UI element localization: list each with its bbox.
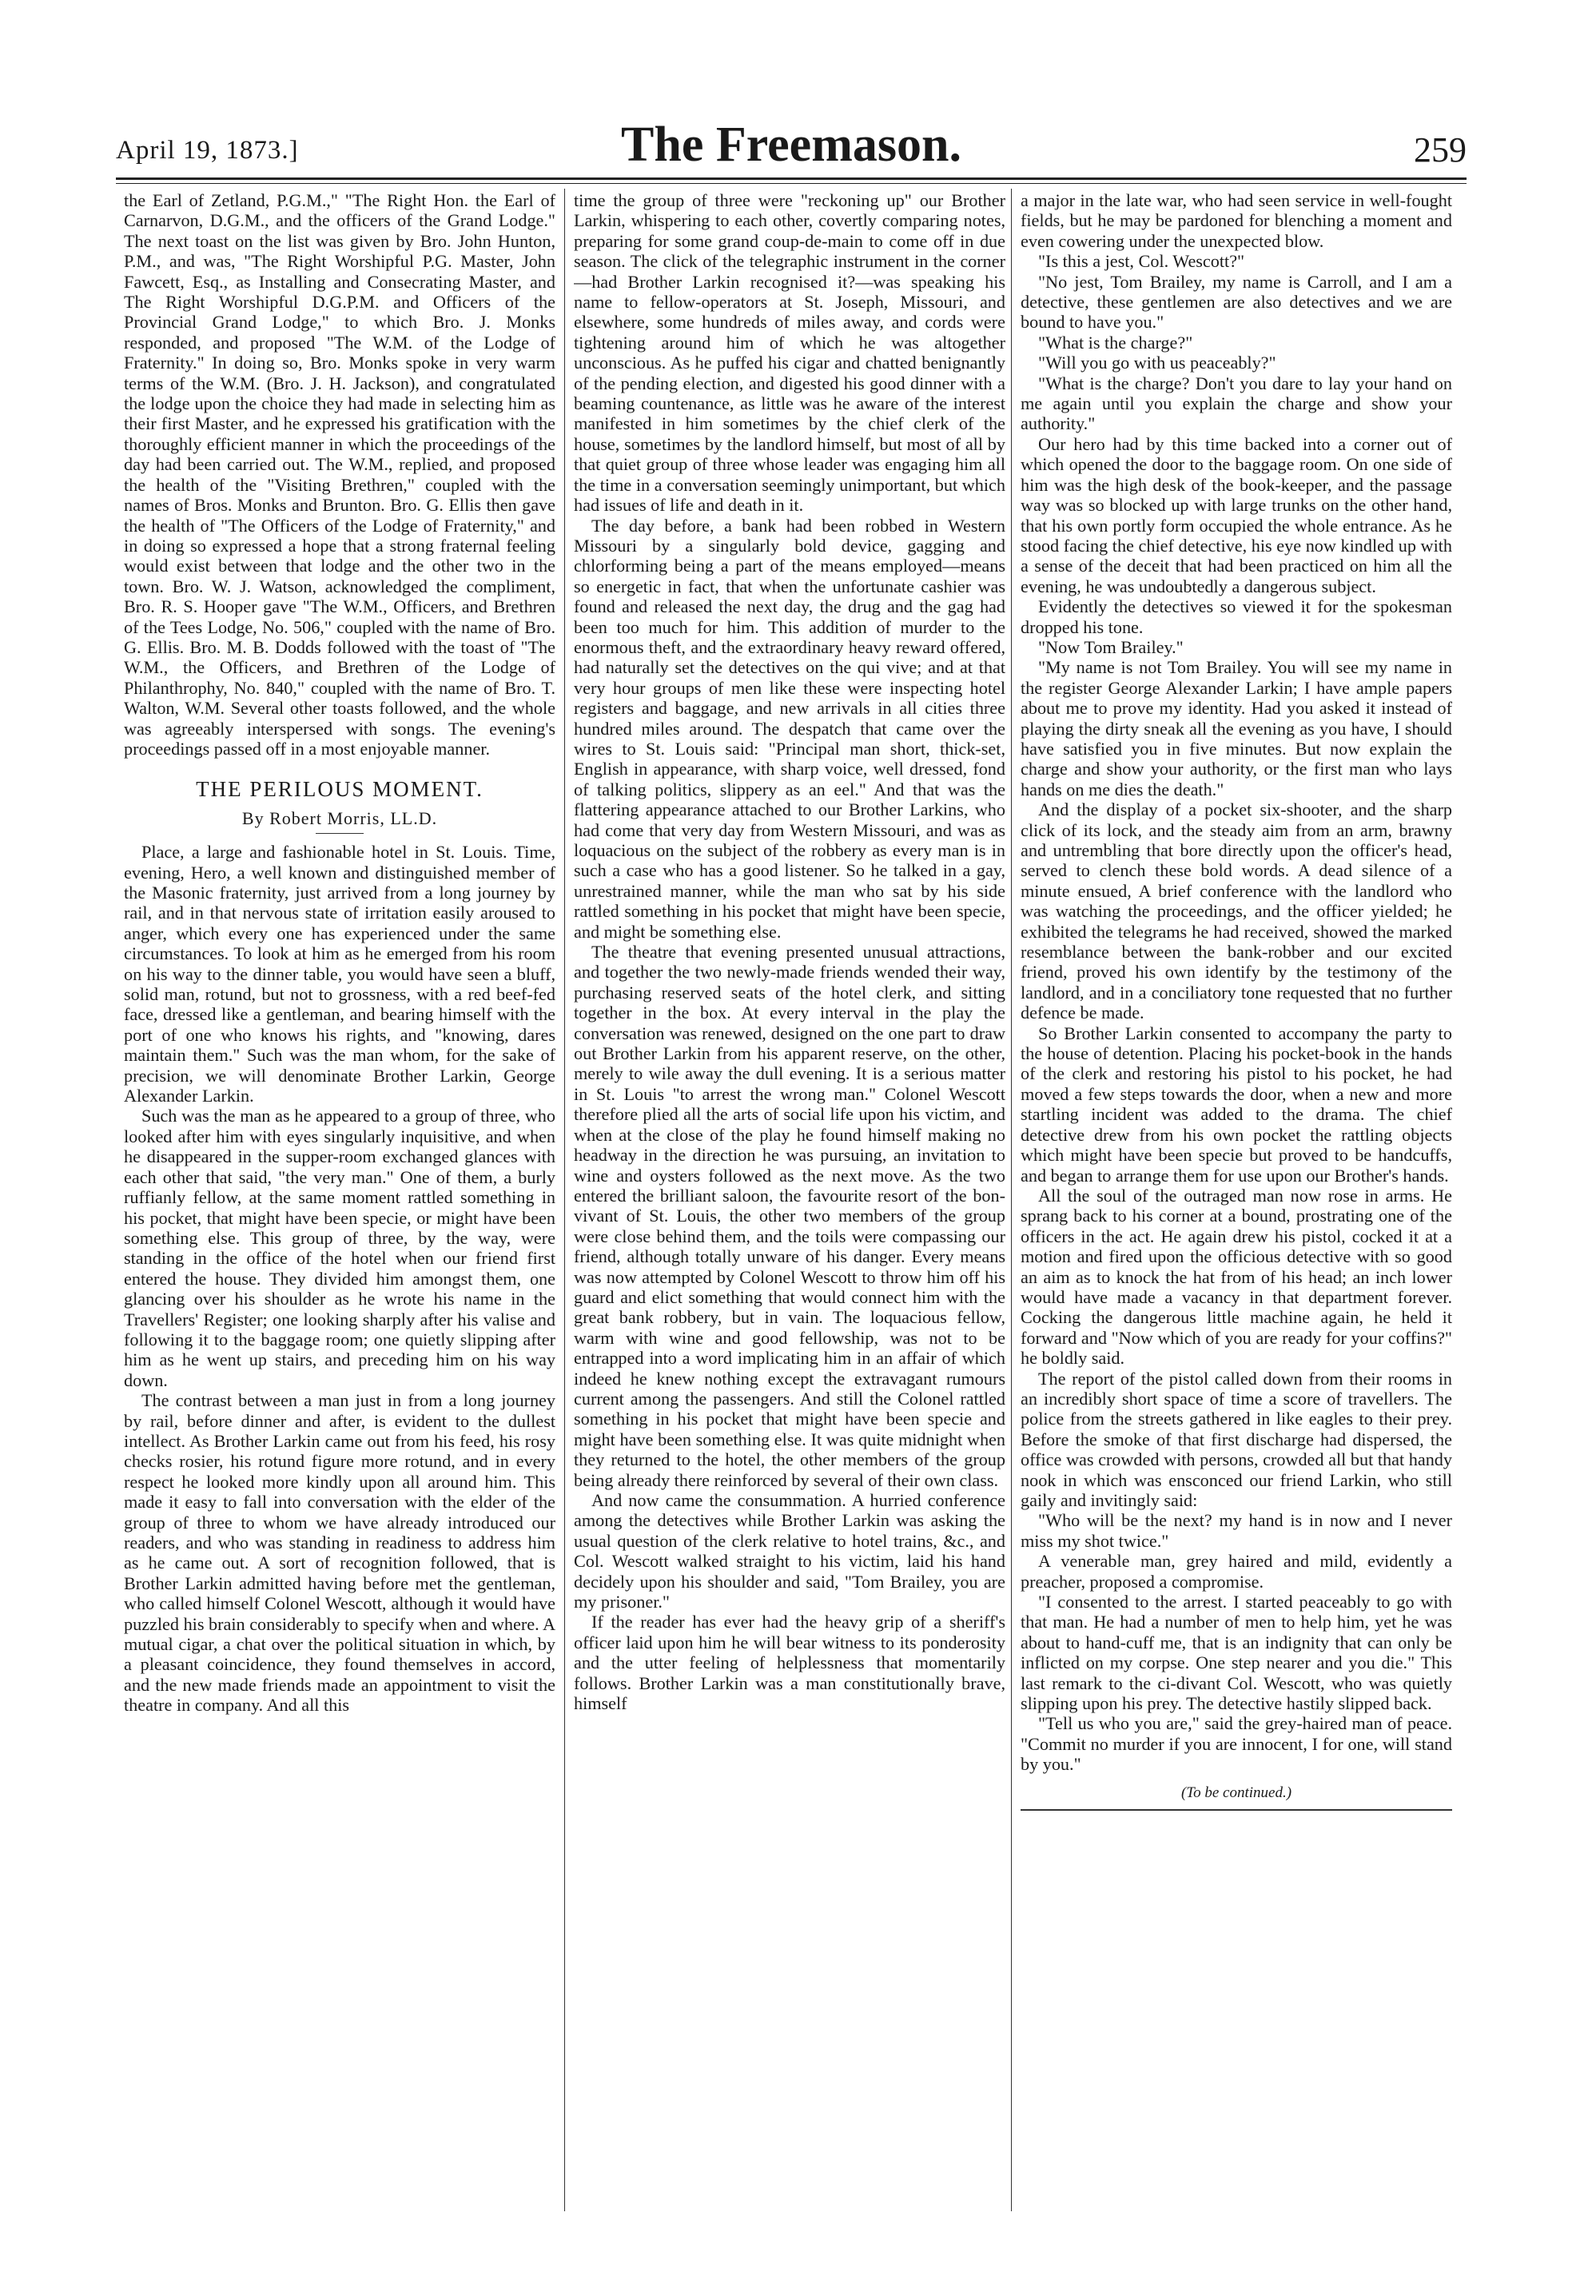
paragraph: If the reader has ever had the heavy grip of a sheriff's officer laid upon him he will bear witness to its ponderosity and the utter feeling of helplessness that momentarily follows. Brother Larkin was a man constitutionally brave, himself <box>574 1612 1005 1714</box>
paragraph: "No jest, Tom Brailey, my name is Carroll, and I am a detective, these gentlemen are also detectives and we are bound to have you." <box>1021 271 1452 333</box>
paragraph: And now came the consummation. A hurried conference among the detectives while Brother Larkin was asking the usual question of the clerk relative to hotel trains, &c., and Col. Wescott walked straight to his victim, laid his hand decidely upon his shoulder and said, "Tom Brailey, you are my prisoner." <box>574 1490 1005 1612</box>
paragraph: Our hero had by this time backed into a corner out of which opened the door to the baggage room. On one side of him was the high desk of the book-keeper, and the passage way was so blocked up with large trunks on the other hand, that his own portly form occupied the whole entrance. As he stood facing the chief detective, his eye now kindled up with a sense of the deceit that had been practiced on him all the evening, he was undoubtedly a dangerous subject. <box>1021 433 1452 596</box>
header-rule <box>116 177 1467 180</box>
paragraph: The theatre that evening presented unusual attractions, and together the two newly-made friends wended their way, purchasing reserved seats of the hotel clerk, and sitting together in the box. At every interval in the play the conversation was renewed, designed on the one part to draw out Brother Larkin from his apparent reserve, on the other, merely to wile away the dull evening. It is a serious matter in St. Louis "to arrest the wrong man." Colonel Wescott therefore plied all the arts of social life upon his victim, and when at the close of the play he found himself making no headway in the direction he was pursuing, an invitation to wine and oysters followed as the next move. As the two entered the brilliant saloon, the favourite resort of the bon-vivant of St. Louis, the other two members of the group were close behind them, and the toils were compassing our friend, although totally unware of his danger. Every means was now attempted by Colonel Wescott to throw him off his guard and elict something that would connect him with the great bank robbery, but in vain. The loquacious fellow, warm with wine and good fellowship, was not to be entrapped into a word implicating him in an affair of which indeed he knew nothing except the extravagant rumours current among the passengers. And still the Colonel rattled something in his pocket that might have been specie and might have been something else. It was quite midnight when they returned to the hotel, the other members of the group being already there reinforced by several of their own class. <box>574 942 1005 1490</box>
paragraph: Such was the man as he appeared to a group of three, who looked after him with eyes singularly inquisitive, and when he disappeared in the supper-room exchanged glances with each other that said, "the very man." One of them, a burly ruffianly fellow, at the same moment rattled something in his pocket, that might have been specie, or might have been something else. This group of three, by the way, were standing in the office of the hotel when our friend first entered the house. They divided him amongst them, one glancing over his shoulder as he wrote his name in the Travellers' Register; one looking sharply after his valise and following it to the baggage room; one quietly slipping after him as he went up stairs, and preceding him on his way down. <box>124 1106 555 1390</box>
paragraph: "Will you go with us peaceably?" <box>1038 353 1276 373</box>
continued-notice: (To be continued.) <box>1180 1784 1292 1801</box>
column-divider <box>1011 189 1012 2211</box>
header-rule-thin <box>116 183 1467 184</box>
column-3 <box>1021 190 1452 2213</box>
paragraph: So Brother Larkin consented to accompany the party to the house of detention. Placing his pocket-book in the hands of the clerk and restoring his pistol to his pocket, he had moved a few steps towards the door, when a new and more startling incident was added to the drama. The chief detective drew from his own pocket the rattling objects which might have been specie but proved to be handcuffs, and began to arrange them for use upon our Brother's hands. <box>1021 1022 1452 1186</box>
paragraph: "Who will be the next? my hand is in now and I never miss my shot twice." <box>1021 1510 1452 1551</box>
paragraph: Place, a large and fashionable hotel in St. Louis. Time, evening, Hero, a well known and distinguished member of the Masonic fraternity, just arrived from a long journey by rail, and in that nervous state of irritation easily aroused to anger, which every one has experienced under the same circumstances. To look at him as he emerged from his room on his way to the dinner table, you would have seen a bluff, solid man, rotund, but not to grossness, with a red beef-fed face, dressed like a gentleman, and bearing himself with the port of one who knows his rights, and "knowing, dares maintain them." Such was the man whom, for the sake of precision, we will denominate Brother Larkin, George Alexander Larkin. <box>124 842 555 1106</box>
issue-date: April 19, 1873.] <box>116 136 299 165</box>
paragraph: a major in the late war, who had seen service in well-fought fields, but he may be pardoned for blenching a moment and even cowering under the unexpected blow. <box>1021 190 1452 251</box>
column-2 <box>574 190 1005 2213</box>
paragraph: "Now Tom Brailey." <box>1038 636 1184 657</box>
paragraph: "What is the charge?" <box>1038 332 1193 353</box>
paragraph: "My name is not Tom Brailey. You will see my name in the register George Alexander Larkin; I have ample papers about me to prove my identity. Had you asked it instead of playing the dirty sneak all the evening as you have, I should have satisfied you in five minutes. But now explain the charge and show your authority, or the first man who lays hands on me dies the death." <box>1021 657 1452 799</box>
paragraph: "Is this a jest, Col. Wescott?" <box>1038 251 1245 272</box>
paragraph: the Earl of Zetland, P.G.M.," "The Right Hon. the Earl of Carnarvon, D.G.M., and the officers of the Grand Lodge." The next toast on the list was given by Bro. John Hunton, P.M., and was, "The Right Worshipful P.G. Master, John Fawcett, Esq., as Installing and Consecrating Master, and The Right Worshipful D.G.P.M. and Officers of the Provincial Grand Lodge," to which Bro. J. Monks responded, and proposed "The W.M. of the Lodge of Fraternity." In doing so, Bro. Monks spoke in very warm terms of the W.M. (Bro. J. H. Jackson), and congratulated the lodge upon the choice they had made in selecting him as their first Master, and he expressed his gratification with the thoroughly efficient manner in which the proceedings of the day had been carried out. The W.M., replied, and proposed the health of the "Visiting Brethren," coupled with the names of Bros. Monks and Brunton. Bro. G. Ellis then gave the health of "The Officers of the Lodge of Fraternity," and in doing so expressed a hope that a strong fraternal feeling would exist between that lodge and the other two in the town. Bro. W. J. Watson, acknowledged the compliment, Bro. R. S. Hooper gave "The W.M., Officers, and Brethren of the Tees Lodge, No. 506," coupled with the name of Bro. G. Ellis. Bro. M. B. Dodds followed with the toast of "The W.M., the Officers, and Brethren of the Lodge of Philanthrophy, No. 840," coupled with the name of Bro. T. Walton, W.M. Several other toasts followed, and the whole was agreeably interspersed with songs. The evening's proceedings passed off in a most enjoyable manner. <box>124 190 555 759</box>
masthead <box>116 120 1467 176</box>
paragraph: And the display of a pocket six-shooter, and the sharp click of its lock, and the steady aim from an arm, brawny and untrembling that bore directly upon the officer's head, served to clench these bold words. A dead silence of a minute ensued, A brief conference with the landlord who was watching the proceedings, and the officer yielded; he exhibited the telegrams he had received, showed the marked resemblance between the bank-robber and our excited friend, proved his own identify by the testimony of the landlord, and in a conciliatory tone requested that no further defence be made. <box>1021 799 1452 1023</box>
paragraph: time the group of three were "reckoning up" our Brother Larkin, whispering to each other, covertly comparing notes, preparing for some grand coup-de-main to come off in due season. The click of the telegraphic instrument in the corner—had Brother Larkin recognised it?—was speaking his name to fellow-operators at St. Joseph, Missouri, and elsewhere, some hundreds of miles away, and cords were tightening around him of which he was altogether unconscious. As he puffed his cigar and chatted benignantly of the pending election, and digested his good dinner with a beaming countenance, as little was he aware of the interest manifested in him sometimes by the chief clerk of the house, sometimes by the landlord himself, but most of all by that quiet group of three whose leader was engaging him all the time in a conversation seemingly unimportant, but which had issues of life and death in it. <box>574 190 1005 516</box>
paragraph: The contrast between a man just in from a long journey by rail, before dinner and after, is evident to the dullest intellect. As Brother Larkin came out from his feed, his rosy checks rosier, his rotund figure more rotund, and in every respect he looked more kindly upon all around him. This made it easy to fall into conversation with the elder of the group of three to whom we have already introduced our readers, and who was standing in readiness to address him as he came out. A sort of recognition followed, that is Brother Larkin admitted having before met the gentleman, who called himself Colonel Wescott, although it would have puzzled his brain considerably to specify when and where. A mutual cigar, a chat over the political situation in which, by a pleasant coincidence, they found themselves in accord, and the new made friends made an appointment to visit the theatre in company. And all this <box>124 1390 555 1716</box>
divider <box>316 833 364 834</box>
column-1 <box>124 190 555 2213</box>
paragraph: "I consented to the arrest. I started peaceably to go with that man. He had a number of men to help him, yet he was about to hand-cuff me, that is an indignity that can only be inflicted on my corpse. One step nearer and you die." This last remark to the ci-divant Col. Wescott, who was quietly slipping upon his prey. The detective hastily slipped back. <box>1021 1592 1452 1714</box>
paragraph: "What is the charge? Don't you dare to lay your hand on me again until you explain the charge and show your authority." <box>1021 373 1452 434</box>
page-number: 259 <box>1414 130 1467 169</box>
end-rule <box>1021 1809 1452 1811</box>
paragraph: "Tell us who you are," said the grey-haired man of peace. "Commit no murder if you are innocent, I for one, will stand by you." <box>1021 1713 1452 1775</box>
paragraph: The day before, a bank had been robbed in Western Missouri by a singularly bold device, gagging and chlorforming being a part of the means employed—means so energetic in fact, that when the unfortunate cashier was found and released the next day, the drug and the gag had been too much for him. This addition of murder to the enormous theft, and the extraordinary heavy reward offered, had naturally set the detectives on the qui vive; and at that very hour groups of men like these were inspecting hotel registers and baggage, and new arrivals in all cities three hundred miles around. The despatch that came over the wires to St. Louis said: "Principal man short, thick-set, English in appearance, with sharp voice, well dressed, fond of talking politics, slippery as an eel." And that was the flattering appearance attached to our Brother Larkins, who had come that very day from Western Missouri, and was as loquacious on the subject of the robbery as every man is in such a case who has a good listener. So he talked in a gay, unrestrained manner, while the man who sat by his side rattled something in his pocket that might have been specie, and might be something else. <box>574 515 1005 942</box>
paragraph: All the soul of the outraged man now rose in arms. He sprang back to his corner at a bound, prostrating one of the officers in the act. He again drew his pistol, cocked it at a motion and fired upon the officious detective with so good an aim as to knock the hat from of his head; an inch lower would have made a vacancy in that department forever. Cocking the dangerous little machine again, he held it forward and "Now which of you are ready for your coffins?" he boldly said. <box>1021 1185 1452 1369</box>
paragraph: A venerable man, grey haired and mild, evidently a preacher, proposed a compromise. <box>1021 1551 1452 1592</box>
newspaper-title: The Freemason. <box>621 118 961 172</box>
paragraph: Evidently the detectives so viewed it for the spokesman dropped his tone. <box>1021 596 1452 637</box>
paragraph: The report of the pistol called down from their rooms in an incredibly short space of time a score of travellers. The police from the streets gathered in like eagles to their prey. Before the smoke of that first discharge had dispersed, the office was crowded with persons, crowded all but that handy nook in which was ensconced our friend Larkin, who still gaily and invitingly said: <box>1021 1368 1452 1510</box>
article-byline: By Robert Morris, LL.D. <box>241 807 438 828</box>
column-divider <box>564 189 565 2211</box>
article-heading: THE PERILOUS MOMENT. <box>196 777 484 802</box>
